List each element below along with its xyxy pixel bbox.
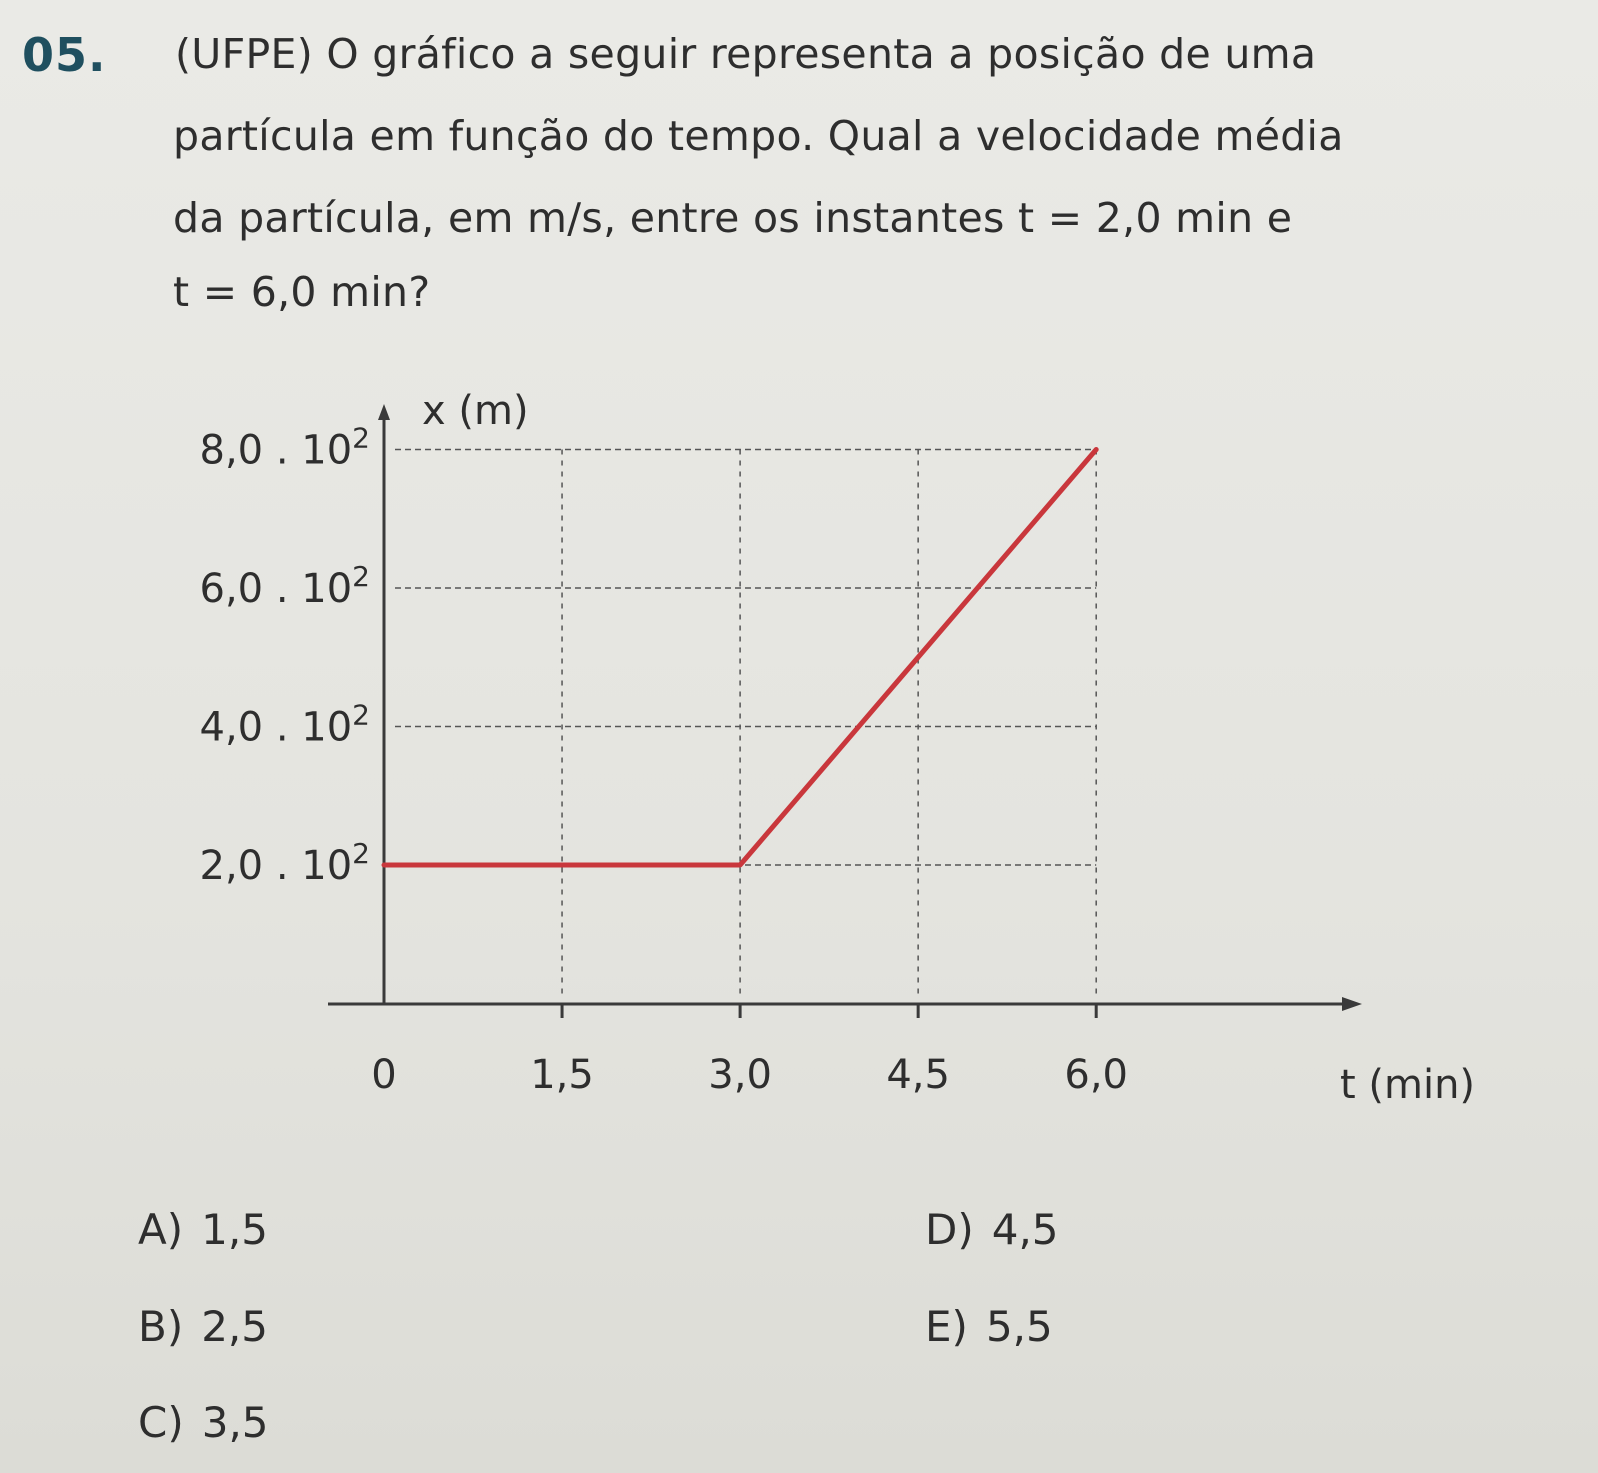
x-tick-label: 4,5 (886, 1052, 950, 1098)
question-line-4: t = 6,0 min? (173, 268, 431, 316)
option-e-letter: E) (925, 1302, 968, 1351)
option-e-value: 5,5 (985, 1302, 1053, 1351)
question-line-2: partícula em função do tempo. Qual a velocidade média (173, 112, 1344, 160)
y-tick-mantissa: 8,0 . 10 (199, 427, 353, 474)
y-tick-mantissa: 6,0 . 10 (199, 566, 353, 612)
y-tick-mantissa: 4,0 . 10 (199, 704, 353, 751)
x-axis-arrow-icon (1342, 997, 1362, 1011)
question-line-1: (UFPE) O gráfico a seguir representa a posição de uma (175, 30, 1317, 78)
x-axis-label: t (min) (1340, 1062, 1476, 1108)
y-tick-label (200, 422, 370, 474)
option-c-letter: C) (138, 1398, 184, 1447)
question-line-3: da partícula, em m/s, entre os instantes t = 2,0 min e (173, 194, 1293, 242)
option-a[interactable] (138, 1205, 268, 1254)
x-ticks (562, 1004, 1096, 1018)
y-axis-label: x (m) (422, 388, 529, 434)
option-a-letter: A) (138, 1205, 184, 1254)
option-e[interactable] (925, 1302, 1053, 1351)
option-d[interactable] (925, 1205, 1059, 1254)
y-tick-exponent: 2 (352, 698, 370, 732)
x-tick-label: 6,0 (1064, 1052, 1129, 1098)
option-a-value: 1,5 (201, 1205, 268, 1254)
option-b-letter: B) (138, 1302, 184, 1351)
y-tick-mantissa: 2,0 . 10 (199, 843, 353, 889)
question-number: 05. (22, 28, 107, 82)
x-tick-label: 1,5 (530, 1052, 594, 1098)
y-tick-exponent: 2 (352, 560, 370, 593)
axes (328, 404, 1362, 1011)
y-tick-label (200, 837, 370, 889)
option-d-letter: D) (925, 1205, 974, 1254)
option-b[interactable] (138, 1302, 268, 1351)
x-tick-label: 0 (371, 1052, 397, 1098)
y-tick-label (200, 699, 370, 751)
y-axis-arrow-icon (378, 404, 390, 420)
grid-lines (395, 450, 1096, 996)
option-c[interactable] (138, 1398, 269, 1447)
y-tick-exponent: 2 (352, 421, 370, 455)
x-tick-label: 3,0 (708, 1052, 772, 1098)
option-d-value: 4,5 (991, 1205, 1059, 1254)
y-tick-exponent: 2 (352, 837, 370, 870)
option-c-value: 3,5 (201, 1398, 269, 1447)
y-tick-label (200, 560, 370, 612)
option-b-value: 2,5 (201, 1302, 268, 1351)
